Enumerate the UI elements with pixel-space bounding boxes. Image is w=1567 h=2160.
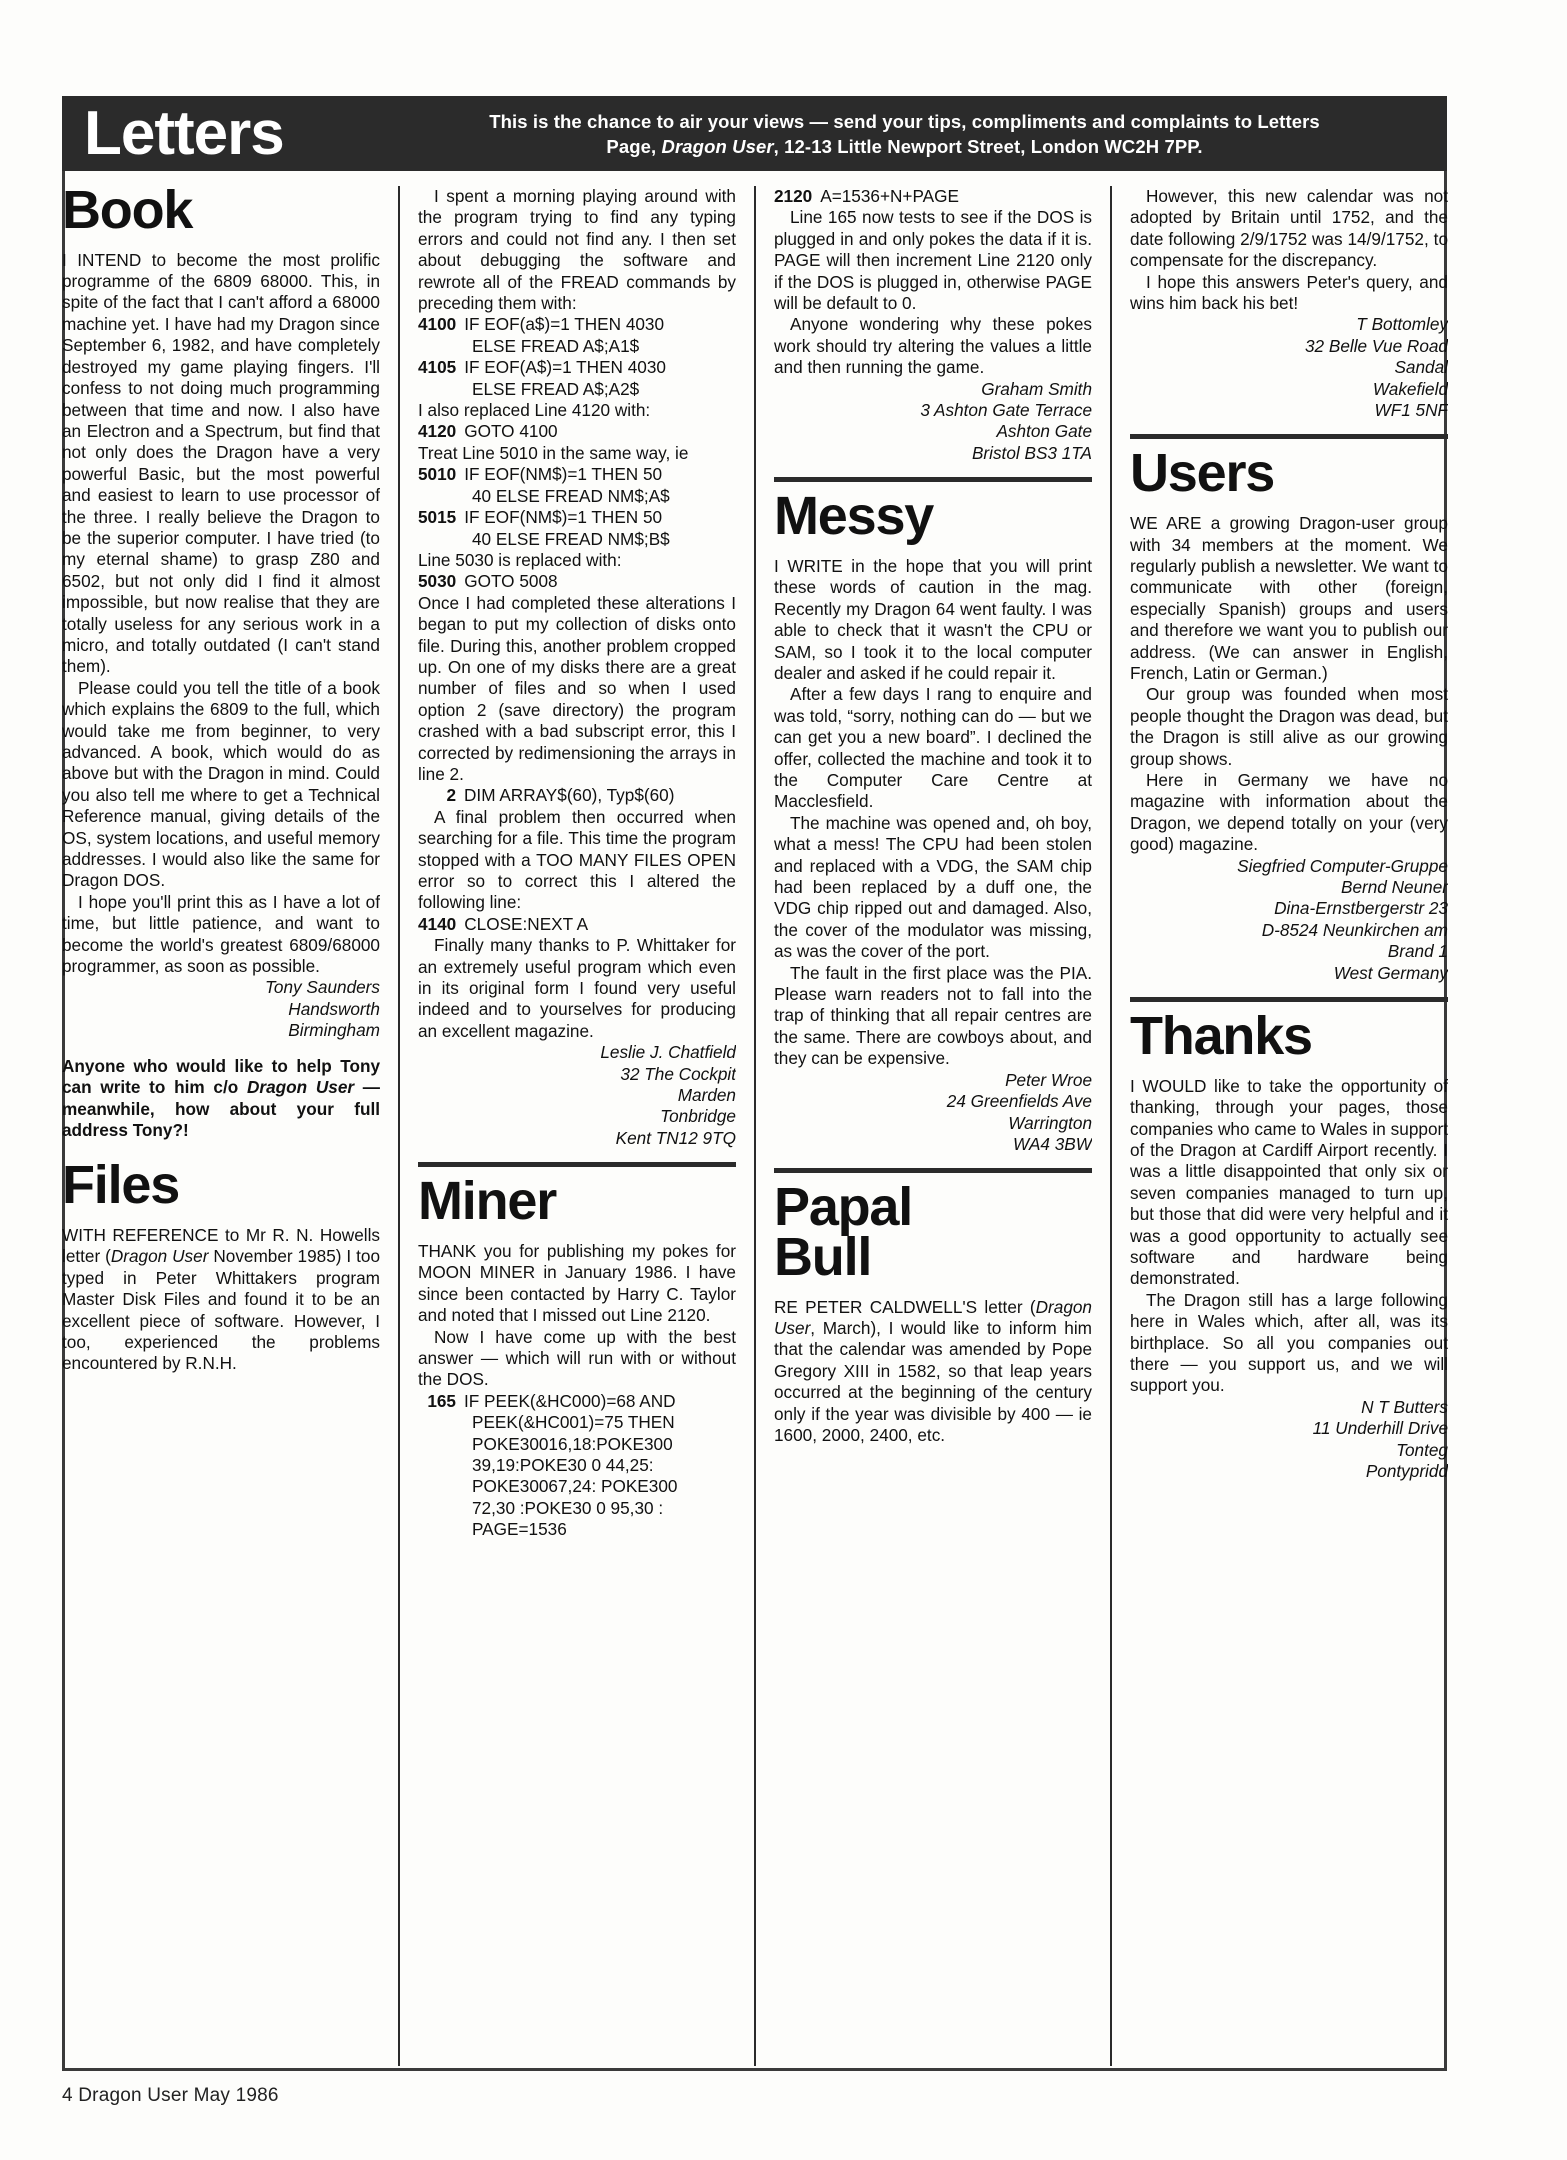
code-line-text: ELSE FREAD A$;A2$ [472, 378, 640, 399]
article-users-signature-line5: Brand 1 [1387, 941, 1448, 962]
article-miner-para-2: Now I have come up with the best answer — which will run with or without the DOS. [418, 1326, 736, 1390]
code-line [418, 571, 736, 592]
article-book-signature-line3: Birmingham [288, 1020, 380, 1041]
banner-blurb-line2-suffix: , 12-13 Little Newport Street, London WC2H 7PP. [773, 136, 1203, 157]
article-files-signature-line4: Tonbridge [660, 1106, 736, 1127]
article-separator-rule [1130, 997, 1448, 1002]
code-line-text: 39,19:POKE30 0 44,25: [472, 1455, 654, 1476]
article-files-signature-line3: Marden [677, 1085, 736, 1106]
article-files-headline: Files [62, 1155, 180, 1216]
banner-blurb-line1: This is the chance to air your views — send your tips, compliments and complaints to Letters [489, 111, 1320, 132]
code-line [418, 421, 736, 442]
article-miner-signature-line4: Bristol BS3 1TA [971, 442, 1092, 463]
article-thanks-signature-line3: Tonteg [1396, 1439, 1448, 1460]
article-users-signature-line6: West Germany [1333, 962, 1448, 983]
code-line-text: POKE30067,24: POKE300 [472, 1476, 678, 1497]
code-line-text: A=1536+N+PAGE [820, 186, 959, 206]
code-line-text: 40 ELSE FREAD NM$;A$ [472, 485, 670, 506]
article-users-para-1: WE ARE a growing Dragon-user group with 34 members at the moment. We regularly publish a newsletter. We want to communicate with other (foreign, especially Spanish) groups and users and therefore we want you to publish our address. (We can answer in English, French, Latin or German.) [1130, 513, 1448, 683]
article-users-para-3: Here in Germany we have no magazine with information about the Dragon, we depend totally on your (very good) magazine. [1130, 770, 1448, 855]
article-files-para-4: Treat Line 5010 in the same way, ie [418, 442, 689, 463]
code-line-number: 4120 [418, 421, 457, 442]
code-line-continuation [418, 1434, 736, 1455]
code-line-text: 72,30 :POKE30 0 95,30 : [472, 1497, 664, 1518]
article-miner-signature-line3: Ashton Gate [996, 421, 1092, 442]
code-line-text: CLOSE:NEXT A [464, 913, 589, 934]
page-footer: 4 Dragon User May 1986 [62, 2085, 279, 2106]
article-miner-cont-para-1: Line 165 now tests to see if the DOS is plugged in and only pokes the data if it is. PAGE will then increment Line 2120 only if the DOS is plugged in, otherwise PAGE will be default to 0. [774, 207, 1092, 314]
article-files-para-6: Once I had completed these alterations I began to put my collection of disks onto file. During this, another problem cropped up. On one of my disks there are a great number of files and so when I used option 2 (save directory) the program crashed with a bad subscript error, this I corrected by redimensioning the arrays in line 2. [418, 592, 736, 784]
article-messy-signature-line3: Warrington [1008, 1112, 1092, 1133]
article-files-para-7: A final problem then occurred when searching for a file. This time the program stopped with a TOO MANY FILES OPEN error so to correct this I altered the following line: [418, 806, 736, 913]
article-miner-cont-para-2: Anyone wondering why these pokes work should try altering the values a little and then running the game. [774, 314, 1092, 378]
column-2 [418, 186, 736, 2066]
article-messy-headline: Messy [774, 486, 934, 547]
code-line-continuation [418, 1498, 736, 1519]
article-users-signature-line3: Dina-Ernstbergerstr 23 [1274, 898, 1448, 919]
code-line-continuation [418, 486, 736, 507]
banner-blurb [392, 96, 1447, 171]
letters-masthead-banner [62, 96, 1447, 171]
article-papal-para-2: However, this new calendar was not adopted by Britain until 1752, and the date following 2/9/1752 was 14/9/1752, to compensate for the discrepancy. [1130, 186, 1448, 271]
article-thanks-signature-name: N T Butters [1361, 1396, 1448, 1417]
code-line-continuation [418, 1476, 736, 1497]
article-files [62, 1155, 380, 1375]
column-divider-3 [1110, 186, 1112, 2066]
article-files-para-5: Line 5030 is replaced with: [418, 549, 622, 570]
article-messy [774, 486, 1092, 1155]
article-miner-headline: Miner [418, 1171, 557, 1232]
article-messy-signature-line4: WA4 3BW [1013, 1133, 1092, 1154]
code-line-number: 4140 [418, 913, 457, 934]
code-line-continuation [418, 1412, 736, 1433]
code-line-number: 165 [427, 1390, 456, 1411]
code-line-continuation [418, 529, 736, 550]
article-files-continued [418, 186, 736, 1149]
article-thanks-headline: Thanks [1130, 1006, 1312, 1067]
banner-blurb-line2-prefix: Page, [606, 136, 662, 157]
article-separator-rule [774, 1168, 1092, 1173]
article-separator-rule [1130, 434, 1448, 439]
article-papal-para-1 [774, 1297, 1092, 1447]
code-line [418, 507, 736, 528]
article-files-para-2: I spent a morning playing around with the program trying to find any typing errors and could not find any. I then set about debugging the software and rewrote all of the FREAD commands by preceding them with: [418, 186, 736, 314]
column-3 [774, 186, 1092, 2066]
code-line-text: PEEK(&HC001)=75 THEN [472, 1412, 675, 1433]
article-messy-signature-name: Peter Wroe [1005, 1069, 1092, 1090]
article-files-para-8: Finally many thanks to P. Whittaker for an extremely useful program which even in its original form I found very useful indeed and to yourselves for producing an excellent magazine. [418, 935, 736, 1041]
article-miner [418, 1171, 736, 1540]
code-line [418, 314, 736, 335]
article-thanks-signature-line2: 11 Underhill Drive [1312, 1418, 1448, 1439]
article-separator-rule [774, 477, 1092, 482]
code-line-text: POKE30016,18:POKE300 [472, 1433, 673, 1454]
article-users-signature-line4: D-8524 Neunkirchen am [1261, 919, 1448, 940]
article-papal-signature-line3: Sandal [1394, 357, 1448, 378]
code-line-text: GOTO 4100 [464, 421, 558, 442]
article-files-para-1-prefix: WITH REFERENCE to Mr R. N. Howells letter ( [62, 1225, 380, 1267]
article-papal-magazine-name: Dragon User [774, 1296, 1092, 1339]
article-miner-signature-line2: 3 Ashton Gate Terrace [920, 400, 1092, 421]
code-line-text: IF EOF(NM$)=1 THEN 50 [464, 464, 663, 485]
article-users [1130, 443, 1448, 984]
article-papal-signature-line5: WF1 5NF [1374, 400, 1448, 421]
article-book-para-3: I hope you'll print this as I have a lot of time, but little patience, and want to become the world's greatest 6809/68000 programmer, as soon as possible. [62, 891, 380, 977]
article-files-signature-line2: 32 The Cockpit [620, 1063, 736, 1084]
article-thanks-para-1: I WOULD like to take the opportunity of thanking, through your pages, those companies who came to Wales in support of the Dragon at Cardiff Airport recently. I was a little disappointed that only six or seven companies managed to turn up, but those that did were very helpful and it was a good opportunity to actually see software and hardware being demonstrated. [1130, 1075, 1448, 1289]
column-1 [62, 186, 380, 2066]
article-columns [62, 186, 1447, 2066]
code-line-continuation [418, 379, 736, 400]
article-book-signature-line2: Handsworth [288, 998, 380, 1019]
article-book-editor-note [62, 1056, 380, 1142]
article-separator-rule [418, 1162, 736, 1167]
article-files-signature-name: Leslie J. Chatfield [600, 1042, 736, 1063]
article-messy-para-3: The machine was opened and, oh boy, what a mess! The CPU had been stolen and replaced with a VDG, the SAM chip had been replaced by a duff one, the VDG chip ripped out and damaged. Also, the cover of the modulator was missing, as was the cover of the port. [774, 812, 1092, 962]
article-files-para-3: I also replaced Line 4120 with: [418, 400, 651, 421]
code-line-number: 2 [446, 785, 456, 806]
article-papal-signature-line4: Wakefield [1372, 378, 1448, 399]
article-messy-para-2: After a few days I rang to enquire and was told, “sorry, nothing can do — but we can get you a new board”. I declined the offer, collected the machine and took it to the Computer Care Centre at Macclesfield. [774, 684, 1092, 812]
article-miner-signature-name: Graham Smith [981, 378, 1092, 399]
article-papal-bull-headline [774, 1177, 1092, 1287]
column-4 [1130, 186, 1448, 2066]
code-line-text: 40 ELSE FREAD NM$;B$ [472, 528, 670, 549]
code-line-text: DIM ARRAY$(60), Typ$(60) [464, 785, 675, 806]
code-line-number: 5030 [418, 571, 457, 592]
code-line-text: IF EOF(NM$)=1 THEN 50 [464, 507, 663, 528]
page-title: Letters [84, 99, 284, 168]
code-line-text: ELSE FREAD A$;A1$ [472, 335, 640, 356]
code-line-text: GOTO 5008 [464, 571, 558, 592]
page-border-bottom [62, 2068, 1447, 2071]
article-messy-signature-line2: 24 Greenfields Ave [946, 1091, 1092, 1112]
article-book-para-2: Please could you tell the title of a book which explains the 6809 to the full, which would take me from beginner, to very advanced. A book, which would do as above but with the Dragon in mind. Could you also tell me where to get a Technical Reference manual, giving details of the OS, system locations, and useful memory addresses. I would also like the same for Dragon DOS. [62, 677, 380, 891]
code-line-continuation [418, 1455, 736, 1476]
code-line-number: 4105 [418, 357, 457, 378]
article-papal-para-1-suffix: , March), I would like to inform him that the calendar was amended by Pope Gregory XIII in 1582, so that leap years occurred at the beginning of the century only if the year was divisible by 400 — ie 1600, 2000, 2400, etc. [774, 1318, 1092, 1446]
article-messy-para-4: The fault in the first place was the PIA. Please warn readers not to fall into the trap of thinking that all repair centres are the same. There are cowboys about, and they can be expensive. [774, 962, 1092, 1069]
editor-note-magazine-name: Dragon User [246, 1077, 355, 1098]
code-line-text: IF PEEK(&HC000)=68 AND [464, 1390, 676, 1411]
code-line [418, 914, 736, 935]
editor-note-prefix: Anyone who would like to help Tony can write to him c/o [62, 1055, 380, 1098]
code-line [418, 785, 736, 806]
article-messy-para-1: I WRITE in the hope that you will print these words of caution in the mag. Recently my Dragon 64 went faulty. I was able to check that it wasn't the CPU or SAM, so I took it to the local computer dealer and asked if he could repair it. [774, 555, 1092, 683]
article-thanks-para-2: The Dragon still has a large following here in Wales which, after all, was its birthplace. So all you companies out there — you support us, and we will support you. [1130, 1289, 1448, 1396]
article-miner-continued [774, 186, 1092, 464]
code-line-number: 5010 [418, 464, 457, 485]
code-line-number: 4100 [418, 314, 457, 335]
article-papal-bull-continued [1130, 186, 1448, 421]
headline-line-2: Bull [774, 1227, 872, 1287]
article-book-para-1: I INTEND to become the most prolific programme of the 6809 68000. This, in spite of the fact that I can't afford a 68000 machine yet. I have had my Dragon since September 6, 1982, and have completely destroyed my game playing fingers. I'll confess to not doing much programming between that time and now. I also have an Electron and a Spectrum, but find that not only does the Dragon have a very powerful Basic, but the most powerful and easiest to learn to use processor of the three. I really believe the Dragon to be the superior computer. I have tried (to my eternal shame) to grasp Z80 and 6502, but not only did I find it almost impossible, but now realise that they are totally useless for any serious work in a micro, and totally outdated (I can't stand them). [62, 249, 380, 677]
column-divider-1 [398, 186, 400, 2066]
article-papal-signature-line2: 32 Belle Vue Road [1304, 335, 1448, 356]
column-divider-2 [754, 186, 756, 2066]
editor-note-suffix: — meanwhile, how about your full address Tony?! [62, 1077, 380, 1140]
code-line [418, 464, 736, 485]
article-papal-para-1-prefix: RE PETER CALDWELL'S letter ( [774, 1296, 1036, 1317]
code-line-continuation [418, 1519, 736, 1540]
code-line [418, 1391, 736, 1412]
article-files-para-1-suffix: November 1985) I too typed in Peter Whittakers program Master Disk Files and found it to be an excellent piece of software. However, I too, experienced the problems encountered by R.N.H. [62, 1246, 380, 1374]
article-papal-para-3: I hope this answers Peter's query, and wins him back his bet! [1130, 271, 1448, 314]
article-users-para-2: Our group was founded when most people thought the Dragon was dead, but the Dragon is still alive as our growing group shows. [1130, 684, 1448, 769]
article-files-magazine-name: Dragon User [110, 1246, 209, 1267]
article-book [62, 186, 380, 1141]
code-line-text: PAGE=1536 [472, 1519, 567, 1540]
banner-blurb-magazine-name: Dragon User [661, 136, 774, 157]
article-users-signature-name: Siegfried Computer-Gruppe [1237, 855, 1448, 876]
article-book-signature-name: Tony Saunders [265, 977, 380, 998]
article-book-headline: Book [62, 186, 193, 240]
article-papal-signature-name: T Bottomley [1356, 314, 1448, 335]
article-users-headline: Users [1130, 443, 1275, 504]
article-users-signature-line2: Bernd Neuner [1340, 877, 1448, 898]
code-line-continuation [418, 336, 736, 357]
article-miner-para-1: THANK you for publishing my pokes for MOON MINER in January 1986. I have since been contacted by Harry C. Taylor and noted that I missed out Line 2120. [418, 1240, 736, 1326]
code-line-text: IF EOF(A$)=1 THEN 4030 [464, 357, 666, 378]
article-papal-bull [774, 1177, 1092, 1446]
article-files-signature-line5: Kent TN12 9TQ [615, 1127, 736, 1148]
code-line [418, 357, 736, 378]
article-files-para-1 [62, 1225, 380, 1375]
code-line [774, 186, 1092, 207]
article-thanks [1130, 1006, 1448, 1482]
article-thanks-signature-line4: Pontypridd [1365, 1461, 1448, 1482]
code-line-number: 5015 [418, 507, 457, 528]
code-line-number: 2120 [774, 186, 813, 206]
headline-line-1: Papal [774, 1177, 913, 1238]
code-line-text: IF EOF(a$)=1 THEN 4030 [464, 314, 665, 335]
